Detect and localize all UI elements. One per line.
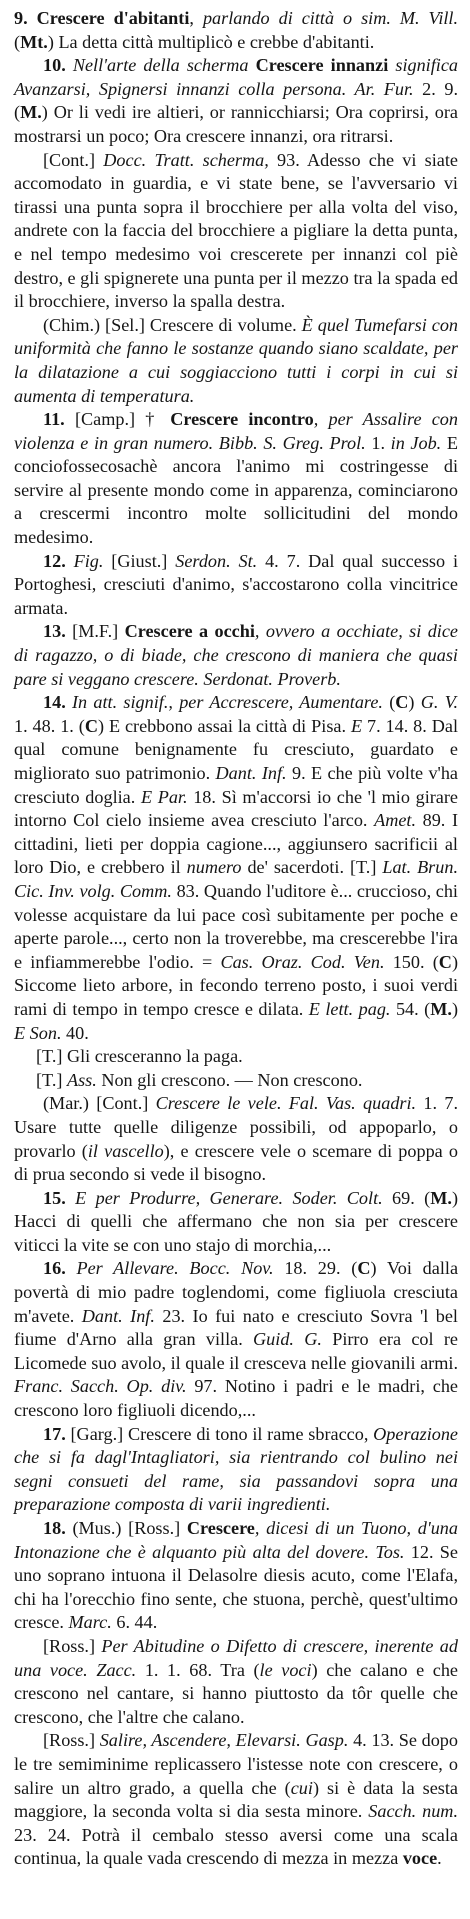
entry-text: G. V. [420, 692, 459, 713]
entry-text: 83. Quando l'uditore è... cruccioso, chi volesse acquistare da lui pace così subitamente per poche e aperte parole..., certo non la troverebbe, ma crescerebbe l'ira e infiammerebbe l'odio. = [14, 880, 458, 972]
entry-number: 10. [43, 55, 73, 76]
example-line [14, 1045, 458, 1069]
dictionary-entry [14, 550, 458, 621]
entry-text: ) Hacci di quelli che affermano che non sia per crescere viticci la vite se con uno stajo di morchia,... [14, 1187, 459, 1255]
entry-text: 69. ( [382, 1187, 431, 1208]
entry-text: 1. 1. 68. Tra ( [136, 1659, 260, 1680]
headword: M. [20, 102, 42, 123]
entry-text: 2. 9. ( [14, 78, 458, 123]
entry-text: ) che calano e che crescono nel cantare, si hanno piuttosto da tôr quelle che crescono, che l'altre che calano. [14, 1659, 458, 1727]
entry-text: parlando di città o sim. M. Vill. [202, 8, 459, 28]
entry-number: 15. [43, 1187, 76, 1208]
headword: Crescere [186, 1518, 255, 1538]
entry-text: È quel Tumefarsi con uniformità che fanno le sostanze quando siano scaldate, per la dilatazione a cui soggiacciono tutti i corpi in cui si aumenta di temperatura. [14, 314, 459, 406]
headword: Mt. [20, 31, 48, 52]
entry-text: 9. E che più volte v'ha cresciuto doglia. [14, 763, 458, 807]
entry-text: , dicesi di un Tuono, d'una Intonazione che è alquanto più alta del dovere. Tos. [14, 1518, 458, 1562]
entry-text: Per Allevare. Bocc. Nov. [76, 1258, 274, 1279]
dictionary-entry [14, 1729, 458, 1871]
entry-number: 16. [43, 1258, 77, 1279]
entry-text: 40. [61, 1022, 89, 1043]
entry-text: 97. Notino i padri e le madri, che crescono loro figliuoli dicendo,... [14, 1376, 458, 1421]
entry-text: (Mar.) [Cont.] [43, 1093, 156, 1114]
entry-text [248, 55, 255, 75]
entry-text: 1. 48. 1. ( [14, 715, 85, 736]
entry-number: 13. [43, 621, 73, 642]
entry-text: 54. ( [390, 998, 431, 1019]
entry-text: In att. signif., per Accrescere, Aumentare. [72, 692, 383, 713]
entry-text: 23. 24. Potrà il cembalo stesso aversi come una scala continua, la quale vada crescendo di mezza in mezza [14, 1824, 458, 1869]
headword: voce [402, 1848, 438, 1869]
headword: C [357, 1258, 371, 1279]
dictionary-entry [14, 1423, 458, 1517]
entry-number: 9. [14, 8, 37, 28]
entry-text: , per Assalire con violenza e in gran numero. Bibb. S. Greg. Prol. [14, 409, 458, 453]
entry-text: 7. 14. 8. Dal qual comune benignamente fu cresciuto, guardato e migliorato suo patrimonio. [14, 715, 459, 783]
dictionary-entry [14, 1635, 458, 1729]
entry-text: [Garg.] Crescere di tono il rame sbracco, [70, 1423, 374, 1444]
entry-text: 4. 7. Dal qual successo i Portoghesi, cresciuti d'animo, s'accostarono colla vincitrice armata. [14, 550, 459, 618]
entry-number: 12. [43, 550, 74, 571]
entry-text: Per Abitudine o Difetto di crescere, inerente ad una voce. Zacc. [14, 1635, 458, 1680]
headword: Crescere incontro [170, 409, 314, 430]
entry-text: 23. Io fui nato e cresciuto Sovra 'l bel fiume d'Arno alla gran villa. [14, 1305, 458, 1350]
dictionary-entry [14, 149, 458, 314]
dictionary-entry [14, 1257, 458, 1422]
entry-text: 12. Se uno soprano intuona il Delasolre diesis acuto, come l'Elafa, chi ha l'orecchio fino sente, che stuona, perchè, quest'ultimo cresce. [14, 1541, 458, 1633]
entry-text: Docc. Tratt. scherma, [103, 149, 269, 170]
entry-text: Fig. [73, 550, 104, 571]
example-line [14, 1069, 458, 1093]
entry-text: Crescere le vele. Fal. Vas. quadri. [155, 1093, 417, 1114]
entry-text: E Par. [140, 786, 188, 807]
entry-text: , ovvero a occhiate, si dice di ragazzo, o di biade, che crescono di maniera che quasi pare si veggano crescere. Serdonat. Proverb. [14, 621, 458, 689]
entry-text: ) si è data la sesta maggiore, la seconda volta si dia sesta minore. [14, 1777, 458, 1822]
entry-text: 18. Sì m'accorsi io che 'l mio girare intorno Col cielo insieme avea cresciuto l'arco. [14, 786, 459, 831]
entry-text: numero [186, 857, 242, 878]
entry-number: 18. [43, 1518, 73, 1538]
entry-text: ( [14, 31, 21, 52]
entry-text: E [350, 715, 363, 736]
entry-text: ) Siccome lieto arbore, in fecondo terreno posto, i suoi verdi rami di tempo in tempo cresce e dilata. [14, 951, 458, 1019]
dictionary-entry [14, 1187, 458, 1258]
entry-text: . [437, 1848, 442, 1869]
entry-number: 11. [43, 409, 75, 430]
entry-text: [Camp.] † [74, 409, 171, 430]
entry-text: cui [290, 1777, 313, 1798]
entry-text: ), e crescere vele o scemare di poppa o di prua secondo si vede il bisogno. [14, 1140, 459, 1185]
entry-text: 6. 44. [111, 1612, 158, 1633]
entry-text: de' sacerdoti. [T.] [241, 857, 383, 878]
entry-text: ) Voi dalla povertà di mio padre toglendomi, come figliuola cresciuta m'avete. [14, 1258, 459, 1326]
entry-text: Cas. Oraz. Cod. Ven. [220, 951, 385, 972]
entry-text: Salire, Ascendere, Elevarsi. Gasp. [99, 1730, 349, 1751]
entry-text: (Chim.) [Sel.] [43, 314, 150, 335]
entry-text: le voci [259, 1659, 312, 1680]
entry-text: [Ross.] [43, 1730, 100, 1751]
entry-text: [Cont.] [43, 149, 104, 170]
entry-text: in Job. [390, 432, 442, 453]
entry-text: Nell'arte della scherma [72, 55, 249, 76]
entry-text: Franc. Sacch. Op. div. [14, 1376, 187, 1397]
entry-text: Serdon. St. [175, 550, 258, 571]
dictionary-entry [14, 7, 458, 54]
headword: M. [430, 998, 452, 1019]
entry-text: (Mus.) [Ross.] [72, 1518, 187, 1538]
entry-text: ) [451, 998, 458, 1019]
entry-text: [M.F.] [72, 621, 125, 642]
headword: Crescere innanzi [255, 55, 389, 76]
dictionary-entry [14, 620, 458, 691]
entry-text: il vascello [87, 1140, 164, 1161]
entry-text: ) La detta città multiplicò e crebbe d'abitanti. [47, 31, 375, 52]
entry-text: ) [408, 692, 421, 713]
entry-text: Dant. Inf. [215, 763, 287, 783]
entry-text: Dant. Inf. [81, 1305, 155, 1326]
dictionary-entry [14, 314, 458, 408]
entry-text: 4. 13. Se dopo le tre semiminime replicassero l'istesse note con crescere, o salire un altro grado, a quella che ( [14, 1730, 458, 1798]
dictionary-entry [14, 408, 458, 550]
entry-text: Ass. [66, 1069, 97, 1090]
entry-text: significa Avanzarsi, Spignersi innanzi colla persona. Ar. Fur. [14, 55, 459, 99]
entry-text: Lat. Brun. Cic. Inv. volg. Comm. [14, 857, 458, 901]
entry-text: ( [382, 692, 396, 713]
headword: M. [430, 1187, 452, 1208]
headword: Crescere d'abitanti [36, 8, 190, 28]
entry-text: E lett. pag. [308, 998, 391, 1019]
headword: Crescere a occhi [124, 621, 255, 642]
entry-text: E conciofossecosachè ancora l'animo mi costringesse di servire al presente mondo come in apparenza, cominciarono a crescermi incontro molte sollicitudini del mondo medesimo. [14, 432, 458, 548]
entry-text: [T.] [36, 1069, 67, 1090]
entry-text: ) E crebbono assai la città di Pisa. [97, 715, 351, 736]
entry-text: Operazione che si fa dagl'Intagliatori, sia rientrando col bulino nei segni consueti del rame, sia passandovi sopra una preparazione composta di varii ingredienti. [14, 1423, 459, 1515]
headword: C [438, 951, 452, 972]
dictionary-entry [14, 1517, 458, 1635]
entry-text: E per Produrre, Generare. Soder. Colt. [75, 1187, 383, 1208]
headword: C [84, 715, 98, 736]
entry-text: Pirro era col re Licomede suo avolo, il quale il cresceva nelle giovanili armi. [14, 1329, 458, 1373]
entry-text: 1. 7. Usare tutte quelle diligenze possibili, od appoparlo, o provarlo ( [14, 1093, 458, 1161]
entry-text: Amet. [374, 810, 416, 831]
entry-text: 89. I cittadini, lieti per doppia cagione..., aggiunsero sacrificii al loro Dio, e crebbero il [14, 810, 458, 878]
entry-text: 150. ( [384, 951, 439, 972]
entry-text: Marc. [68, 1612, 112, 1633]
entry-text: [T.] Gli cresceranno la paga. [36, 1046, 243, 1067]
entry-text: , [189, 8, 203, 28]
dictionary-entry [14, 1092, 458, 1186]
entry-text: 18. 29. ( [273, 1258, 358, 1279]
headword: C [395, 692, 409, 713]
entry-text: Sacch. num. [368, 1801, 458, 1822]
entry-text: [Giust.] [103, 550, 176, 571]
entry-text: [Ross.] [43, 1635, 102, 1656]
dictionary-entry [14, 691, 458, 1045]
entry-text: ) Or li vedi ire altieri, or rannicchiarsi; Ora coprirsi, ora mostrarsi un poco; Ora crescere innanzi, ora ritrarsi. [14, 102, 458, 146]
entry-text: 1. [365, 432, 391, 453]
entry-text: E Son. [14, 1022, 62, 1043]
entry-text: Guid. G. [253, 1329, 322, 1350]
entry-text: Crescere di volume. [149, 314, 302, 335]
entry-text: 93. Adesso che vi siate accomodato in guardia, e vi state bene, se l'avversario vi tirassi una punta sopra il brocchiere per alla volta del viso, andrete con la faccia del brocchiere a pigliare la detta punta, e nel tempo medesimo voi crescerete per innanzi col piè destro, e gli spignerete una punta per il mezzo tra la spada ed il brocchiere, inverso la spalla destra. [14, 149, 458, 312]
dictionary-entry [14, 54, 458, 148]
entry-number: 17. [43, 1423, 71, 1444]
entry-text: Non gli crescono. — Non crescono. [96, 1069, 363, 1090]
entry-number: 14. [43, 692, 72, 713]
